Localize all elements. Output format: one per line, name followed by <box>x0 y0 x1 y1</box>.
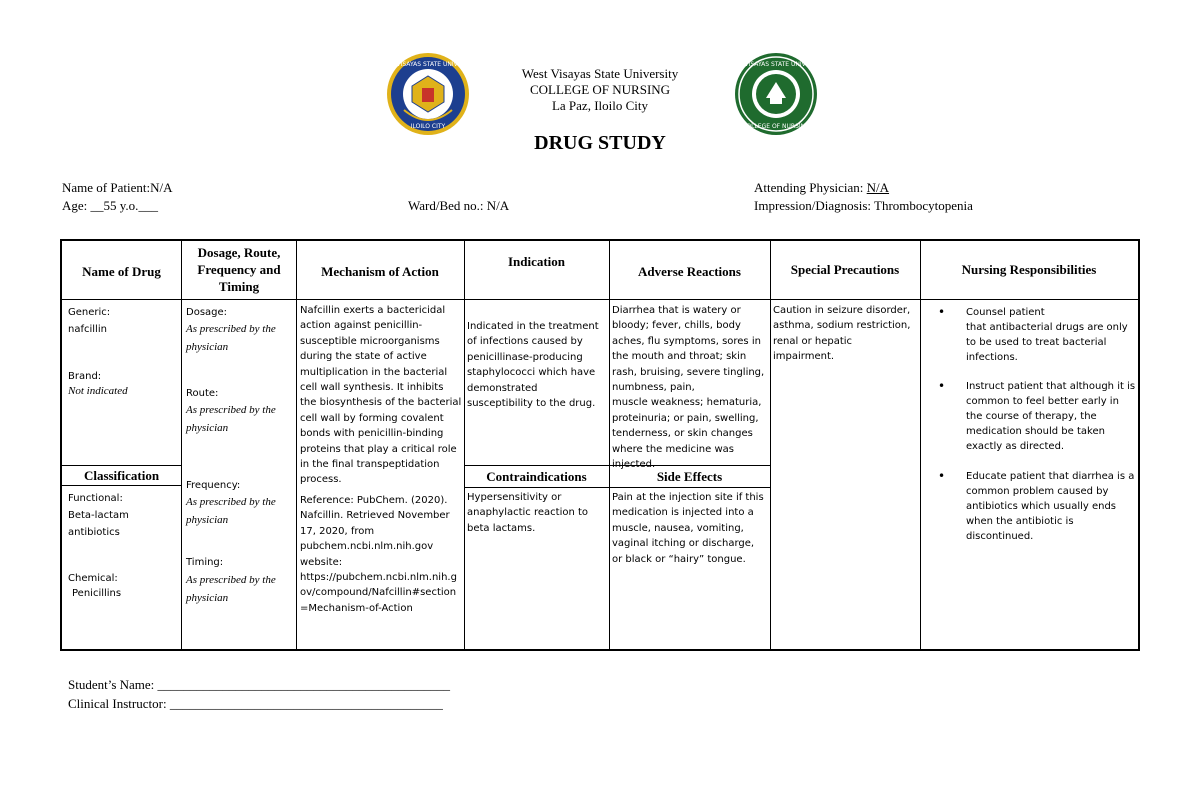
diagnosis-line <box>754 198 973 214</box>
header-dosage: Dosage, Route, Frequency and Timing <box>197 245 281 294</box>
nursing-line: antibiotics which usually ends <box>966 501 1117 512</box>
column-divider <box>464 241 465 649</box>
timing-value: As prescribed by the physician <box>186 574 276 604</box>
nursing-item <box>938 305 1128 365</box>
header-classification: Classification <box>83 468 160 483</box>
mechanism-line: bonds with penicillin-binding <box>300 428 444 440</box>
nursing-line: common to feel better early in <box>966 396 1119 407</box>
mechanism-line: cell wall synthesis. It inhibits <box>300 382 444 394</box>
side-effect-line: or black or “hairy” tongue. <box>612 553 746 565</box>
header-indication: Indication <box>507 254 566 269</box>
university-seal-logo <box>377 52 479 136</box>
patient-name-label: Name of Patient: <box>62 180 151 195</box>
frequency-value: As prescribed by the physician <box>186 496 276 526</box>
student-name-field[interactable]: _____________________________________________ <box>157 677 451 692</box>
indication-line: susceptibility to the drug. <box>467 398 596 410</box>
university-name: West Visayas State University <box>521 66 679 81</box>
page-title: DRUG STUDY <box>534 132 666 154</box>
ward-bed-line <box>408 198 509 214</box>
dosage-value: As prescribed by the physician <box>186 323 276 353</box>
mechanism-line: multiplication in the bacterial <box>300 366 448 378</box>
generic-label: Generic: <box>68 307 111 318</box>
section-divider <box>62 465 181 466</box>
mechanism-line: the biosynthesis of the bacterial <box>300 397 462 409</box>
adverse-line: aches, flu symptoms, sores in <box>612 335 761 347</box>
patient-age-label: Age: __ <box>62 198 104 213</box>
mechanism-line: in the final transpeptidation <box>300 459 440 471</box>
header-name-of-drug: Name of Drug <box>82 264 161 279</box>
special-precautions-text <box>773 303 910 365</box>
header-divider <box>62 299 1138 300</box>
attending-physician-label: Attending Physician: <box>754 180 867 195</box>
column-divider <box>770 241 771 649</box>
ward-bed-label: Ward/Bed no.: <box>408 198 487 213</box>
nursing-line: Educate patient that diarrhea is a <box>966 471 1135 482</box>
mechanism-text <box>300 303 461 488</box>
header-mechanism: Mechanism of Action <box>321 264 439 279</box>
section-divider <box>464 487 770 488</box>
adverse-line: numbness, pain, <box>612 382 695 394</box>
right-logo-top-text: WEST VISAYAS STATE UNIVERSITY <box>725 61 827 68</box>
mechanism-line: Nafcillin exerts a bactericidal <box>300 305 446 316</box>
side-effect-line: muscle, nausea, vomiting, <box>612 522 744 534</box>
reference-line: =Mechanism-of-Action <box>300 602 413 614</box>
bullet-icon: • <box>938 469 946 483</box>
chemical-label: Chemical: <box>68 573 118 584</box>
reference-line: pubchem.ncbi.nlm.nih.gov <box>300 541 434 553</box>
mechanism-line: during the state of active <box>300 351 427 363</box>
ward-bed-value: N/A <box>486 198 510 213</box>
column-divider <box>296 241 297 649</box>
adverse-reactions-text <box>612 303 764 472</box>
nursing-item <box>938 469 1135 544</box>
student-name-label: Student’s Name: <box>68 677 158 692</box>
header-adverse-reactions: Adverse Reactions <box>638 264 741 279</box>
reference-line: Nafcillin. Retrieved November <box>300 510 450 522</box>
clinical-instructor-label: Clinical Instructor: <box>68 696 170 711</box>
indication-line: demonstrated <box>467 382 538 394</box>
column-divider <box>920 241 921 649</box>
clinical-instructor-line <box>68 696 443 712</box>
nursing-line: common problem caused by <box>966 486 1109 497</box>
side-effect-line: vaginal itching or discharge, <box>612 538 755 550</box>
precaution-line: renal or hepatic <box>773 335 853 347</box>
reference-line: Reference: PubChem. (2020). <box>300 495 448 506</box>
adverse-line: muscle weakness; hematuria, <box>612 397 762 409</box>
adverse-line: tenderness, or skin changes <box>612 428 753 440</box>
college-name: COLLEGE OF NURSING <box>529 82 671 97</box>
mechanism-line: proteins that play a critical role <box>300 443 457 455</box>
contraindications-text <box>467 490 588 536</box>
bullet-icon: • <box>938 305 946 319</box>
mechanism-line: process. <box>300 474 342 486</box>
brand-value: Not indicated <box>68 385 128 397</box>
reference-line: https://pubchem.ncbi.nlm.nih.g <box>300 572 457 584</box>
clinical-instructor-field[interactable]: __________________________________________ <box>169 696 443 711</box>
patient-name-value: N/A <box>150 180 173 195</box>
nursing-line: infections. <box>966 352 1018 363</box>
student-name-line <box>68 677 450 693</box>
nursing-line: Instruct patient that although it is <box>966 381 1136 392</box>
contraindication-line: anaphylactic reaction to <box>467 507 589 519</box>
nursing-item <box>938 379 1136 454</box>
left-logo-text: WEST VISAYAS STATE UNIVERSITY <box>377 61 479 68</box>
adverse-line: where the medicine was <box>612 443 734 455</box>
mechanism-line: susceptible microorganisms <box>300 335 440 347</box>
functional-value-line2: antibiotics <box>68 527 120 538</box>
indication-line: Indicated in the treatment <box>467 321 599 332</box>
side-effects-text <box>612 490 764 567</box>
mechanism-line: action against penicillin- <box>300 320 423 332</box>
right-logo-bottom-text: COLLEGE OF NURSING <box>742 123 810 130</box>
nursing-line: medication should be taken <box>966 426 1105 437</box>
reference-line: 17, 2020, from <box>300 525 375 537</box>
nursing-line: Counsel patient <box>966 307 1045 318</box>
header-side-effects: Side Effects <box>656 469 723 484</box>
reference-line: website: <box>300 556 343 568</box>
diagnosis-value: Thrombocytopenia <box>874 198 973 213</box>
college-of-nursing-seal-logo <box>725 52 827 136</box>
brand-label: Brand: <box>68 371 102 382</box>
timing-label: Timing: <box>186 557 224 568</box>
route-label: Route: <box>186 388 219 399</box>
nursing-line: discontinued. <box>966 531 1034 542</box>
patient-name-line <box>62 180 172 196</box>
indication-text <box>467 319 599 411</box>
contraindication-line: Hypersensitivity or <box>467 492 562 503</box>
header-nursing-responsibilities: Nursing Responsibilities <box>961 262 1097 277</box>
patient-age-value: 55 y.o. <box>103 198 139 213</box>
precaution-line: asthma, sodium restriction, <box>773 320 911 332</box>
header-special-precautions: Special Precautions <box>790 262 900 277</box>
nursing-line: to be used to treat bacterial <box>966 337 1107 348</box>
header-contraindications: Contraindications <box>486 469 587 484</box>
adverse-line: injected. <box>612 459 656 471</box>
adverse-line: Diarrhea that is watery or <box>612 305 741 316</box>
chemical-value: Penicillins <box>72 588 122 599</box>
indication-line: penicillinase-producing <box>467 351 583 363</box>
adverse-line: the mouth and throat; skin <box>612 351 747 363</box>
school-location: La Paz, Iloilo City <box>551 98 649 113</box>
adverse-line: bloody; fever, chills, body <box>612 320 741 332</box>
column-divider <box>609 241 610 649</box>
adverse-line: proteinuria; or pain, swelling, <box>612 412 759 424</box>
nursing-line: that antibacterial drugs are only <box>966 322 1128 333</box>
generic-value: nafcillin <box>68 324 107 335</box>
diagnosis-label: Impression/Diagnosis: <box>754 198 875 213</box>
adverse-line: rash, bruising, severe tingling, <box>612 366 765 378</box>
precaution-line: Caution in seizure disorder, <box>773 305 911 316</box>
functional-label: Functional: <box>68 493 123 504</box>
drug-study-table <box>60 239 1140 651</box>
bullet-icon: • <box>938 379 946 393</box>
school-header <box>460 66 740 114</box>
contraindication-line: beta lactams. <box>467 522 536 534</box>
functional-value-line1: Beta-lactam <box>68 510 129 521</box>
mechanism-line: cell wall by forming covalent <box>300 412 444 424</box>
attending-physician-line <box>754 180 889 196</box>
route-value: As prescribed by the physician <box>186 404 276 434</box>
left-logo-bottom-text: ILOILO CITY <box>410 123 446 130</box>
reference-line: ov/compound/Nafcillin#section <box>300 587 457 599</box>
patient-age-suffix: ___ <box>138 198 158 213</box>
section-divider <box>62 485 181 486</box>
dosage-label: Dosage: <box>186 307 228 318</box>
indication-line: staphylococci which have <box>467 367 596 379</box>
nursing-line: the course of therapy, the <box>966 411 1097 422</box>
patient-age-line <box>62 198 158 214</box>
precaution-line: impairment. <box>773 351 835 363</box>
frequency-label: Frequency: <box>186 480 241 491</box>
attending-physician-value: N/A <box>866 180 890 195</box>
column-divider <box>181 241 182 649</box>
mechanism-reference <box>300 493 457 616</box>
nursing-line: exactly as directed. <box>966 441 1065 452</box>
indication-line: of infections caused by <box>467 336 583 348</box>
side-effect-line: Pain at the injection site if this <box>612 492 764 503</box>
nursing-line: when the antibiotic is <box>966 516 1074 527</box>
side-effect-line: medication is injected into a <box>612 507 754 519</box>
